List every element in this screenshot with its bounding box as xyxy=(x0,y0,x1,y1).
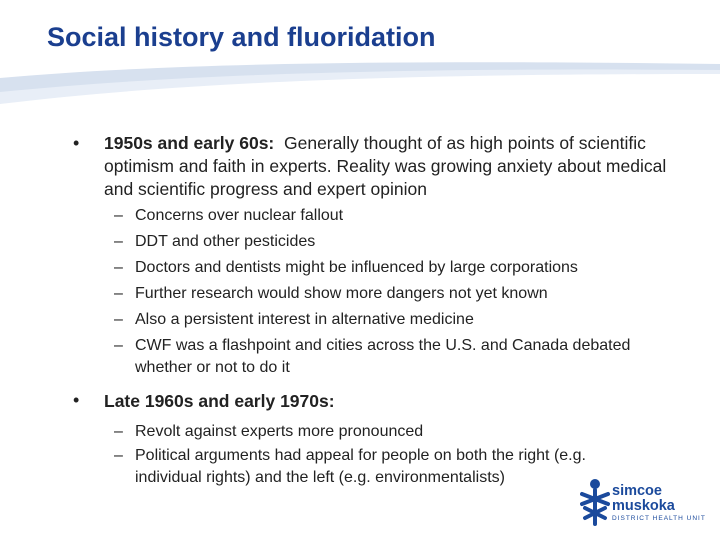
bullet-marker: • xyxy=(73,390,80,410)
dash-marker: – xyxy=(114,337,123,354)
logo-line-2: muskoka xyxy=(612,498,675,514)
dash-marker: – xyxy=(114,259,123,276)
dash-marker: – xyxy=(114,233,123,250)
bullet-marker: • xyxy=(73,133,80,153)
bullet-2-sub-2: Political arguments had appeal for people on both the right (e.g. individual rights) and the left (e.g. environmentalists) xyxy=(135,447,586,486)
bullet-1-text: Generally thought of as high points of scientific optimism and faith in experts. Reality was growing anxiety about medical and scientific progress and expert opinion xyxy=(104,133,667,199)
dash-marker: – xyxy=(114,207,123,224)
bullet-1-sub-3: Doctors and dentists might be influenced by large corporations xyxy=(135,259,578,276)
slide-title: Social history and fluoridation xyxy=(47,22,436,52)
logo-line-1: simcoe xyxy=(612,483,662,499)
bullet-2-paragraph xyxy=(104,390,679,413)
dash-marker: – xyxy=(114,423,123,440)
bullet-1-sub-2: DDT and other pesticides xyxy=(135,233,316,250)
logo-wordmark xyxy=(612,484,675,514)
logo-tagline: DISTRICT HEALTH UNIT xyxy=(612,515,706,522)
bullet-1-sub-5: Also a persistent interest in alternative medicine xyxy=(135,311,474,328)
dash-marker: – xyxy=(114,447,123,464)
bullet-2-sub-1: Revolt against experts more pronounced xyxy=(135,423,424,440)
simcoe-muskoka-logo-icon xyxy=(580,478,610,526)
bullet-1-sub-4: Further research would show more dangers not yet known xyxy=(135,285,548,302)
dash-marker: – xyxy=(114,311,123,328)
header-swoosh xyxy=(0,0,720,120)
bullet-2-heading: Late 1960s and early 1970s: xyxy=(104,391,335,411)
bullet-1-heading: 1950s and early 60s: xyxy=(104,133,275,153)
bullet-1-paragraph xyxy=(104,132,679,201)
bullet-1-sub-1: Concerns over nuclear fallout xyxy=(135,207,344,224)
bullet-1-sub-6: CWF was a flashpoint and cities across the U.S. and Canada debated whether or not to do it xyxy=(135,337,631,376)
dash-marker: – xyxy=(114,285,123,302)
